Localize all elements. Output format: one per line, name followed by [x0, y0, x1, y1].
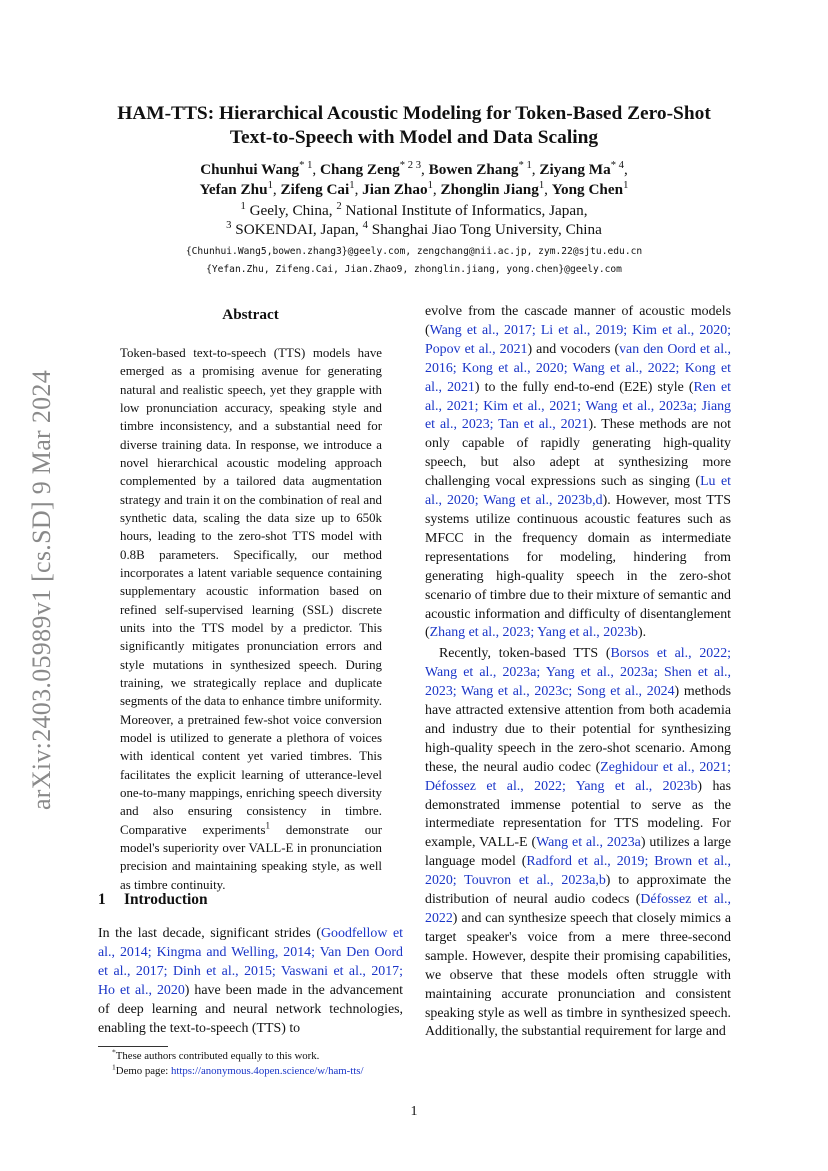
- right-column-body: [425, 303, 731, 1042]
- footnote-text: These authors contributed equally to this work.: [115, 1050, 320, 1062]
- paragraph-text: ) has demonstrated immense potential to serve as the intermediate representation for TTS modeling. For example, VALL-E (: [425, 778, 731, 851]
- arxiv-identifier-stamp: [22, 370, 62, 810]
- paragraph-text: ). These methods are not only capable of rapidly generating high-quality speech, but also adept at synthesizing more challenging vocal expressions such as singing (: [425, 417, 731, 490]
- demo-page-link[interactable]: https://anonymous.4open.science/w/ham-tts/: [170, 1065, 364, 1077]
- abstract-heading-wrap: [98, 306, 403, 324]
- paragraph-text: ) and can synthesize speech that closely mimics a target speaker's voice from a mere three-second sample. However, despite their promising capabilities, we observe that these models often struggle with maintaining accurate pronunciation and consistent speaking style as well as timbre in synthesized speech. Additionally, the substantial requirement for large and: [425, 911, 731, 1040]
- affiliation-mark: 3: [226, 219, 232, 231]
- affiliation-name: SOKENDAI, Japan,: [235, 221, 359, 238]
- citation-link[interactable]: Ren et al., 2021; Kim et al., 2021; Wang et al., 2023a; Jiang et al., 2023; Tan et al., 2021: [425, 379, 732, 433]
- paragraph-text: ) have been made in the advancement of deep learning and neural network technologies, enabling the text-to-speech (TTS) to: [98, 982, 404, 1036]
- affiliation-name: Geely, China,: [249, 202, 333, 219]
- author-affil-mark: * 2 3: [399, 159, 422, 171]
- paragraph-text: ) methods have attracted extensive attention from both academia and industry due to their potential for synthesizing high-quality speech in the zero-shot scenario. Among these, the neural audio codec (: [425, 684, 731, 775]
- footnote-demo-page: [98, 1064, 408, 1078]
- author-name: Zifeng Cai: [280, 181, 350, 198]
- intro-paragraph: [98, 925, 403, 1038]
- arxiv-identifier-text: arXiv:2403.05989v1 [cs.SD] 9 Mar 2024: [27, 369, 56, 811]
- citation-link[interactable]: Zeghidour et al., 2021; Défossez et al., 2022; Yang et al., 2023b: [425, 759, 731, 794]
- paper-title: [90, 102, 738, 150]
- section-number: 1: [98, 891, 106, 908]
- abstract-heading: Abstract: [222, 306, 279, 323]
- author-affil-mark: 1: [427, 179, 433, 191]
- author-affil-mark: * 4: [610, 159, 624, 171]
- paragraph-text: Recently, token-based TTS (: [439, 646, 611, 662]
- email-line-1: {Chunhui.Wang5,bowen.zhang3}@geely.com, zengchang@nii.ac.jp, zym.22@sjtu.edu.cn: [185, 246, 643, 257]
- affiliation-name: Shanghai Jiao Tong University, China: [371, 221, 602, 238]
- author-name: Chang Zeng: [320, 161, 400, 178]
- section-heading: [98, 891, 403, 909]
- paragraph-text: ) utilizes a large language model (: [425, 835, 731, 870]
- author-affil-mark: 1: [349, 179, 355, 191]
- paragraph-acoustic-models: [425, 303, 731, 643]
- citation-link[interactable]: Zhang et al., 2023; Yang et al., 2023b: [429, 625, 638, 641]
- author-affil-mark: * 1: [518, 159, 532, 171]
- affiliation-mark: 4: [362, 219, 368, 231]
- citation-link[interactable]: Goodfellow et al., 2014; Kingma and Welling, 2014; Van Den Oord et al., 2017; Dinh et al., 2015; Vaswani et al., 2017; Ho et al., 2020: [98, 926, 403, 998]
- footnote-text: Demo page:: [115, 1065, 171, 1077]
- title-line-2: Text-to-Speech with Model and Data Scaling: [229, 127, 599, 148]
- footnote-mark: 1: [112, 1062, 116, 1072]
- paragraph-text: In the last decade, significant strides (: [98, 926, 322, 941]
- author-affil-mark: 1: [267, 179, 273, 191]
- author-affil-mark: 1: [623, 179, 629, 191]
- email-line-2: {Yefan.Zhu, Zifeng.Cai, Jian.Zhao9, zhonglin.jiang, yong.chen}@geely.com: [206, 264, 622, 275]
- section-title: Introduction: [124, 891, 208, 908]
- citation-link[interactable]: Borsos et al., 2022; Wang et al., 2023a; Yang et al., 2023a; Shen et al., 2023; Wang et al., 2023c; Song et al., 2024: [425, 646, 731, 700]
- page-number: 1: [410, 1104, 418, 1119]
- section-heading-wrap: [98, 891, 403, 909]
- affiliation-mark: 1: [240, 200, 246, 212]
- affiliation-line-1: [90, 201, 738, 221]
- paragraph-text: ) to approximate the distribution of neural audio codecs (: [425, 873, 731, 908]
- author-name: Jian Zhao: [362, 181, 428, 198]
- affiliation-mark: 2: [336, 200, 342, 212]
- paragraph-text: ). However, most TTS systems utilize continuous acoustic features such as MFCC in the frequency domain as intermediate representations for modeling, hindering from generating high-quality speech in the zero-shot scenario of timbre due to their mixture of semantic and acoustic information and difficulty of disentanglement (: [425, 493, 731, 641]
- paragraph-token-based-tts: [425, 645, 731, 1042]
- footnote-divider: [98, 1046, 168, 1047]
- citation-link[interactable]: Lu et al., 2020; Wang et al., 2023b,d: [425, 474, 731, 509]
- abstract-text: Token-based text-to-speech (TTS) models have emerged as a promising avenue for generating natural and realistic speech, yet they grapple with low pronunciation accuracy, speaking style and timbre inconsistency, and a substantial need for diverse training data. In response, we introduce a novel hierarchical acoustic modeling approach complemented by a tailored data augmentation strategy and train it on the combination of real and synthetic data, scaling the data size up to 650k hours, leading to the zero-shot TTS model with 0.8B parameters. Specifically, our method incorporates a latent variable sequence containing supplementary acoustic information based on refined self-supervised learning (SSL) discrete units into the TTS model by a predictor. This significantly mitigates pronunciation errors and style mutations in synthesized speech. During training, we strategically replace and duplicate segments of the data to enhance timbre uniformity. Moreover, a pretrained few-shot voice conversion model is utilized to generate a plethora of voices with identical content yet varied timbres. This facilitates the explicit learning of utterance-level one-to-many mappings, enriching speech diversity and also ensuring consistency in timbre. Comparative experiments: [120, 346, 382, 837]
- footnote-equal-contribution: [98, 1049, 408, 1063]
- footnote-mark: *: [112, 1047, 116, 1057]
- citation-link[interactable]: Wang et al., 2023a: [536, 835, 641, 851]
- paragraph-text: ) and vocoders (: [527, 341, 620, 357]
- author-line-1: Chunhui Wang$^{* 1}$, Chang Zeng$^{* 2 3}$, Bowen Zhang$^{* 1}$, Ziyang Ma$^{* 4}$,: [200, 159, 628, 178]
- abstract-text-end: demonstrate our model's superiority over VALL-E in pronunciation precision and maintaining speaking style, as well as timbre continuity.: [120, 822, 382, 892]
- author-name: Ziyang Ma: [539, 161, 611, 178]
- abstract-body: [120, 344, 382, 894]
- author-name: Zhonglin Jiang: [440, 181, 539, 198]
- title-line-1: HAM-TTS: Hierarchical Acoustic Modeling for Token-Based Zero-Shot: [117, 103, 711, 124]
- left-column-body: [98, 925, 403, 1038]
- citation-link[interactable]: Wang et al., 2017; Li et al., 2019; Kim et al., 2020; Popov et al., 2021: [425, 322, 731, 357]
- author-name: Bowen Zhang: [428, 161, 519, 178]
- author-name: Yefan Zhu: [199, 181, 268, 198]
- footnote-ref-mark: 1: [265, 820, 270, 831]
- paragraph-text: ).: [637, 625, 647, 641]
- paragraph-text: ) to the fully end-to-end (E2E) style (: [474, 379, 694, 395]
- author-list: [90, 160, 738, 200]
- citation-link[interactable]: Radford et al., 2019; Brown et al., 2020; Touvron et al., 2023a,b: [425, 854, 731, 889]
- affiliation-line-2: [90, 220, 738, 240]
- paragraph-text: evolve from the cascade manner of acoustic models (: [425, 304, 731, 338]
- citation-link[interactable]: van den Oord et al., 2016; Kong et al., 2020; Wang et al., 2022; Kong et al., 2021: [425, 341, 732, 395]
- citation-link[interactable]: Défossez et al., 2022: [425, 892, 731, 926]
- author-affil-mark: * 1: [299, 159, 313, 171]
- author-name: Yong Chen: [551, 181, 624, 198]
- author-line-2: Yefan Zhu$^1$, Zifeng Cai$^1$, Jian Zhao$^1$, Zhonglin Jiang$^1$, Yong Chen$^1$: [199, 179, 629, 198]
- author-name: Chunhui Wang: [200, 161, 300, 178]
- affiliation-name: National Institute of Informatics, Japan,: [345, 202, 588, 219]
- author-affil-mark: 1: [538, 179, 545, 191]
